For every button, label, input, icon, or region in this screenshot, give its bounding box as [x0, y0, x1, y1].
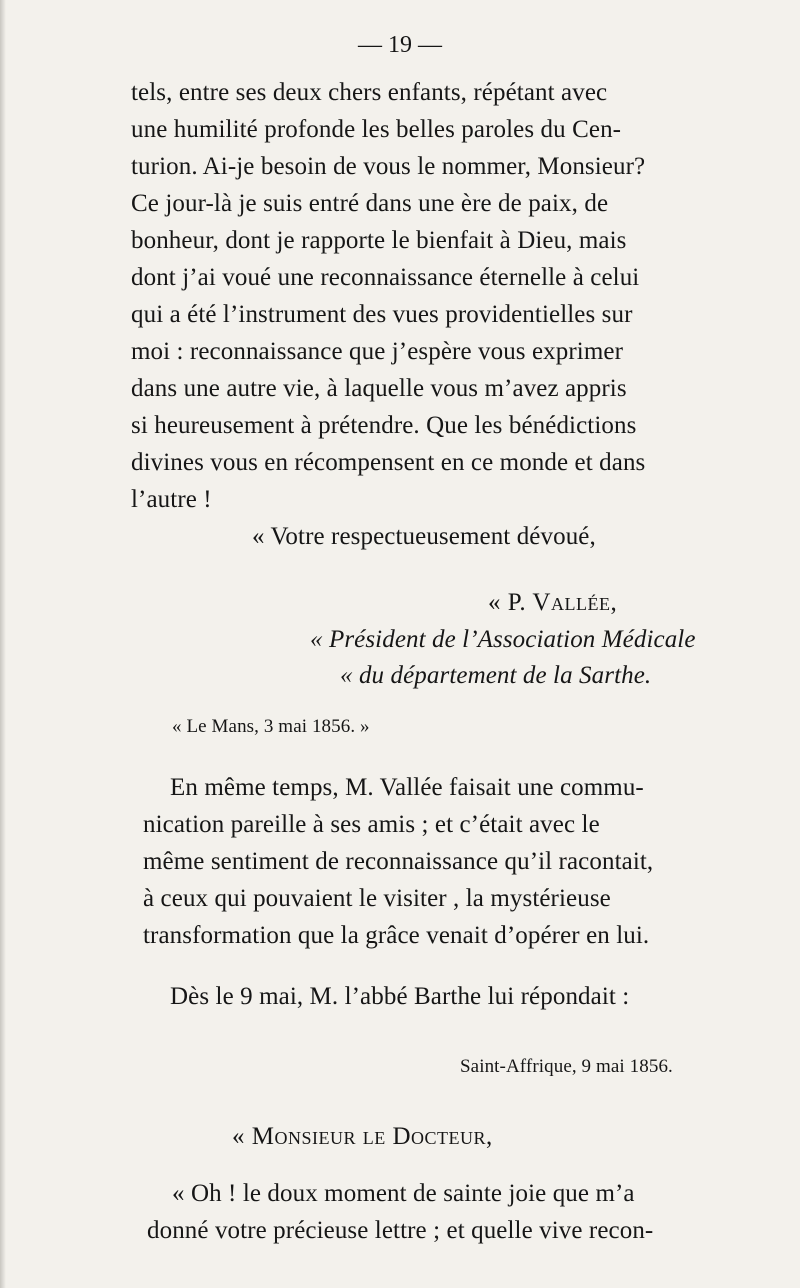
text-line: qui a été l’instrument des vues providentielles sur [131, 301, 633, 328]
text-line: à ceux qui pouvaient le visiter , la mystérieuse [143, 885, 611, 912]
letter-signature: « P. Vallée, [488, 589, 618, 616]
letter-place-date: Saint-Affrique, 9 mai 1856. [460, 1056, 673, 1077]
text-line: l’autre ! [131, 486, 212, 513]
text-line: même sentiment de reconnaissance qu’il racontait, [143, 848, 654, 875]
text-line: divines vous en récompensent en ce monde et dans [131, 449, 646, 476]
text-line [131, 78, 743, 108]
letter-place-date: « Le Mans, 3 mai 1856. » [172, 716, 370, 737]
text-line: turion. Ai-je besoin de vous le nommer, Monsieur? [131, 153, 646, 180]
text-line: dans une autre vie, à laquelle vous m’avez appris [131, 375, 627, 402]
text-line: si heureusement à prétendre. Que les bénédictions [131, 412, 637, 439]
text-line: donné votre précieuse lettre ; et quelle vive recon- [147, 1217, 654, 1244]
letter-salutation: « Monsieur le Docteur, [232, 1123, 493, 1150]
signer-title-line-2: « du département de la Sarthe. [340, 662, 652, 689]
text-line: En même temps, M. Vallée faisait une commu- [170, 774, 644, 801]
text-line: une humilité profonde les belles paroles du Cen- [131, 116, 622, 143]
line-text: tels, entre ses deux chers enfants, répétant avec [131, 79, 608, 106]
text-line: dont j’ai voué une reconnaissance éternelle à celui [131, 264, 640, 291]
page-edge-shadow [0, 0, 6, 1288]
text-line: nication pareille à ses amis ; et c’était avec le [143, 811, 600, 838]
text-line: Ce jour-là je suis entré dans une ère de paix, de [131, 190, 609, 217]
signer-title-line-1: « Président de l’Association Médicale [310, 626, 696, 653]
text-line: moi : reconnaissance que j’espère vous exprimer [131, 338, 624, 365]
text-line: bonheur, dont je rapporte le bienfait à Dieu, mais [131, 227, 627, 254]
text-line: transformation que la grâce venait d’opérer en lui. [143, 922, 650, 949]
letter-closing: « Votre respectueusement dévoué, [252, 523, 596, 550]
text-line: « Oh ! le doux moment de sainte joie que m’a [172, 1180, 635, 1207]
reply-intro: Dès le 9 mai, M. l’abbé Barthe lui répondait : [170, 983, 630, 1010]
page-number: — 19 — [358, 32, 442, 58]
